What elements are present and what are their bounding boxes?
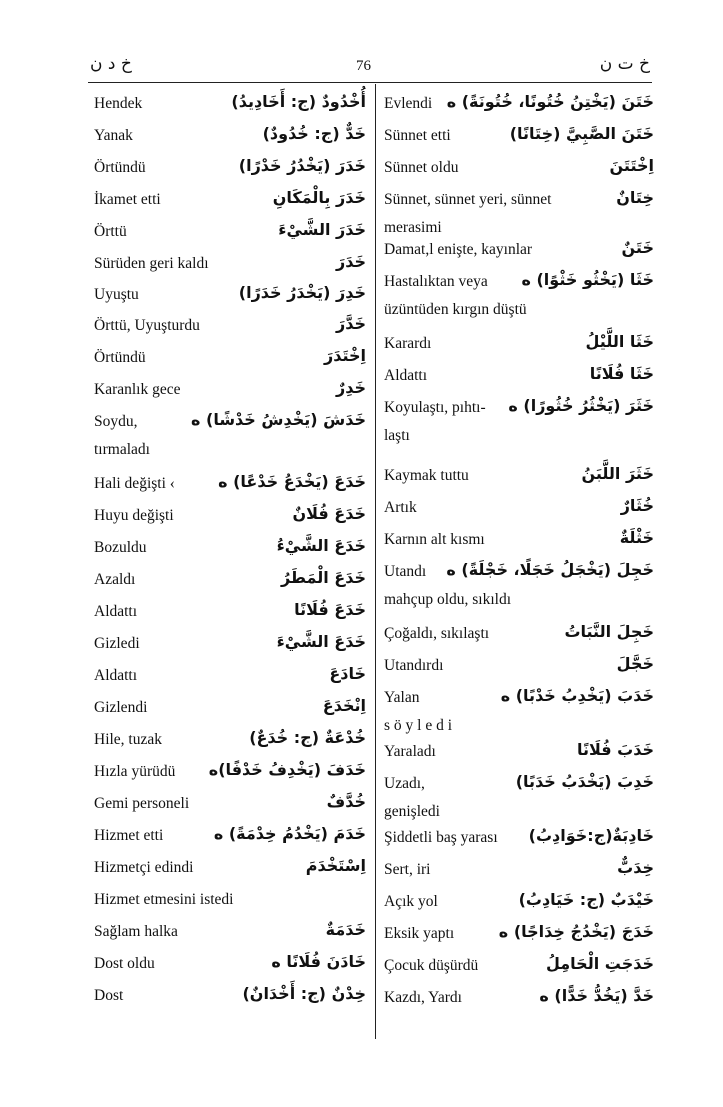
turkish-meaning: Karanlık gece (94, 381, 181, 398)
arabic-headword: اِنْخَدَعَ (322, 696, 366, 715)
turkish-meaning: Huyu değişti (94, 507, 174, 524)
turkish-meaning: Kazdı, Yardı (384, 989, 462, 1006)
turkish-meaning: Sert, iri (384, 861, 431, 878)
arabic-headword: خَجِلَ النَّبَاتُ (564, 622, 654, 641)
turkish-meaning: Çocuk düşürdü (384, 957, 479, 974)
arabic-headword: خَثَا فُلَانًا (589, 364, 654, 383)
arabic-headword: خِدْنٌ (ج: أَخْدَانٌ) (242, 984, 366, 1003)
turkish-meaning: Sağlam halka (94, 923, 178, 940)
turkish-meaning: Hastalıktan veya (384, 273, 488, 290)
arabic-headword: خَدَعَ الشَّيْءُ (276, 536, 366, 555)
turkish-meaning: Çoğaldı, sıkılaştı (384, 625, 490, 642)
turkish-meaning: Gizledi (94, 635, 140, 652)
arabic-headword: خَدِبَ (يَخْدَبُ خَدَبًا) (515, 772, 654, 791)
turkish-meaning: Yalan (384, 689, 420, 706)
turkish-meaning: Utandırdı (384, 657, 444, 674)
arabic-headword: خَثَا اللَّيْلُ (585, 332, 654, 351)
turkish-meaning: Hali değişti ‹ (94, 475, 175, 492)
turkish-meaning: Damat,l enişte, kayınlar (384, 241, 533, 258)
arabic-headword: خَادَعَ (329, 664, 366, 683)
turkish-meaning: Koyulaştı, pıhtı- (384, 399, 486, 416)
turkish-meaning-continued: s ö y l e d i (384, 717, 453, 734)
arabic-headword: خَدَرَ بِالْمَكَانِ (272, 188, 366, 207)
arabic-headword: اِسْتَخْدَمَ (305, 856, 366, 875)
turkish-meaning: Sünnet, sünnet yeri, sünnet (384, 191, 552, 208)
turkish-meaning-continued: genişledi (384, 803, 440, 820)
turkish-meaning: Gemi personeli (94, 795, 190, 812)
turkish-meaning: Utandı (384, 563, 427, 580)
turkish-meaning: Sürüden geri kaldı (94, 255, 209, 272)
turkish-meaning: Aldattı (384, 367, 428, 384)
page-header (88, 52, 650, 84)
arabic-headword: خَدَعَ فُلَانٌ (292, 504, 366, 523)
turkish-meaning: Aldattı (94, 667, 138, 684)
arabic-headword: خَدَبَ (يَخْدِبُ خَدْبًا) ه (500, 686, 654, 705)
turkish-meaning: Örttü, Uyuşturdu (94, 317, 200, 334)
arabic-headword: خَدَمَ (يَخْدُمُ خِدْمَةً) ه (213, 824, 366, 843)
turkish-meaning: Örtündü (94, 159, 146, 176)
arabic-headword: خَدَمَةٌ (325, 920, 366, 939)
arabic-headword: خَدٌّ (ج: خُدُودٌ) (262, 124, 366, 143)
arabic-headword: اِخْتَتَنَ (609, 156, 654, 175)
turkish-meaning: Hendek (94, 95, 143, 112)
turkish-meaning: Hizmetçi edindi (94, 859, 194, 876)
turkish-meaning: Aldattı (94, 603, 138, 620)
arabic-headword: خُثَارٌ (620, 496, 654, 515)
arabic-headword: خَثَرَ اللَّبَنُ (581, 464, 654, 483)
turkish-meaning: Eksik yaptı (384, 925, 455, 942)
turkish-meaning: Dost (94, 987, 124, 1004)
arabic-headword: خَادَنَ فُلَانًا ه (271, 952, 366, 971)
turkish-meaning: Açık yol (384, 893, 438, 910)
turkish-meaning: Hızla yürüdü (94, 763, 176, 780)
arabic-headword: اِخْتَدَرَ (324, 346, 366, 365)
page-number: 76 (356, 58, 371, 74)
arabic-headword: خَجَّلَ (616, 654, 654, 673)
arabic-headword: خَيْدَبٌ (ج: خَيَادِبُ) (518, 890, 654, 909)
arabic-headword: خَدَجَتِ الْحَامِلُ (545, 954, 654, 973)
arabic-headword: خَدَشَ (يَخْدِشُ خَدْشًا) ه (190, 410, 366, 429)
turkish-meaning: Sünnet oldu (384, 159, 459, 176)
arabic-headword: خِتَانٌ (616, 188, 654, 207)
arabic-headword: خُدْعَةٌ (ج: خُدَعٌ) (249, 728, 366, 747)
arabic-headword: خُدَّفٌ (326, 792, 366, 811)
turkish-meaning: Evlendi (384, 95, 433, 112)
turkish-meaning: Artık (384, 499, 417, 516)
turkish-meaning-continued: tırmaladı (94, 441, 150, 458)
arabic-headword: خِدَبٌّ (617, 858, 654, 877)
arabic-headword: خَدَّرَ (336, 314, 366, 333)
turkish-meaning: Dost oldu (94, 955, 155, 972)
arabic-headword: خَتَنَ (يَخْتِنُ خُتُونًا، خُتُونَةً) ه (446, 92, 654, 111)
arabic-headword: خَدَعَ الشَّيْءَ (276, 632, 366, 651)
turkish-meaning: Örttü (94, 223, 127, 240)
turkish-meaning-continued: laştı (384, 427, 410, 444)
arabic-headword: خَتَنٌ (621, 238, 654, 257)
header-rule (88, 82, 652, 83)
turkish-meaning: Hizmet etmesini istedi (94, 891, 234, 908)
turkish-meaning: Örtündü (94, 349, 146, 366)
arabic-headword: خَدِرَ (يَخْدَرُ خَدَرًا) (238, 283, 366, 302)
turkish-meaning: Bozuldu (94, 539, 147, 556)
arabic-headword: خَجِلَ (يَخْجَلُ خَجَلًا، خَجْلَةً) ه (446, 560, 654, 579)
column-divider (375, 84, 376, 1039)
arabic-headword: خَدَعَ (يَخْدَعُ خَدْعًا) ه (218, 472, 366, 491)
header-right-letters: خ ت ن (599, 54, 650, 74)
arabic-headword: خَدَبَ فُلَانًا (576, 740, 654, 759)
arabic-headword: خَدَّ (يَخُدُّ خَدًّا) ه (539, 986, 654, 1005)
arabic-headword: خَدَرَ (336, 252, 366, 271)
turkish-meaning-continued: merasimi (384, 219, 442, 236)
arabic-headword: خَدَرَ (يَخْدُرُ خَدْرًا) (238, 156, 366, 175)
turkish-meaning: Uzadı, (384, 775, 425, 792)
turkish-meaning: Yanak (94, 127, 133, 144)
turkish-meaning: Gizlendi (94, 699, 148, 716)
arabic-headword: خَثَا (يَخْثُو خَثْوًا) ه (521, 270, 654, 289)
arabic-headword: خَتَنَ الصَّبِيَّ (خِتَانًا) (509, 124, 654, 143)
turkish-meaning: Sünnet etti (384, 127, 451, 144)
turkish-meaning: Azaldı (94, 571, 136, 588)
turkish-meaning: Karardı (384, 335, 432, 352)
arabic-headword: أُخْدُودٌ (ج: أَخَادِيدُ) (231, 92, 366, 111)
turkish-meaning: Kaymak tuttu (384, 467, 469, 484)
turkish-meaning: Soydu, (94, 413, 138, 430)
arabic-headword: خَدَعَ فُلَانًا (294, 600, 366, 619)
arabic-headword: خَدَعَ الْمَطَرُ (280, 568, 366, 587)
arabic-headword: خَثَرَ (يَخْثُرُ خُثُورًا) ه (508, 396, 654, 415)
turkish-meaning: Yaraladı (384, 743, 436, 760)
arabic-headword: خَدَجَ (يَخْدُجُ خِدَاجًا) ه (498, 922, 654, 941)
turkish-meaning: Karnın alt kısmı (384, 531, 485, 548)
turkish-meaning: Şiddetli baş yarası (384, 829, 498, 846)
arabic-headword: خَثْلَةٌ (619, 528, 654, 547)
turkish-meaning: Hile, tuzak (94, 731, 163, 748)
header-left-letters: خ د ن (90, 54, 132, 74)
turkish-meaning-continued: mahçup oldu, sıkıldı (384, 591, 512, 608)
turkish-meaning: İkamet etti (94, 191, 161, 208)
arabic-headword: خَدَفَ (يَخْدِفُ خَدْفًا)ه (208, 760, 366, 779)
turkish-meaning: Hizmet etti (94, 827, 164, 844)
turkish-meaning: Uyuştu (94, 286, 139, 303)
arabic-headword: خَدَرَ الشَّيْءَ (278, 220, 366, 239)
arabic-headword: خَادِبَةٌ(ج:خَوَادِبُ) (528, 826, 654, 845)
turkish-meaning-continued: üzüntüden kırgın düştü (384, 301, 527, 318)
arabic-headword: خَدِرٌ (336, 378, 366, 397)
